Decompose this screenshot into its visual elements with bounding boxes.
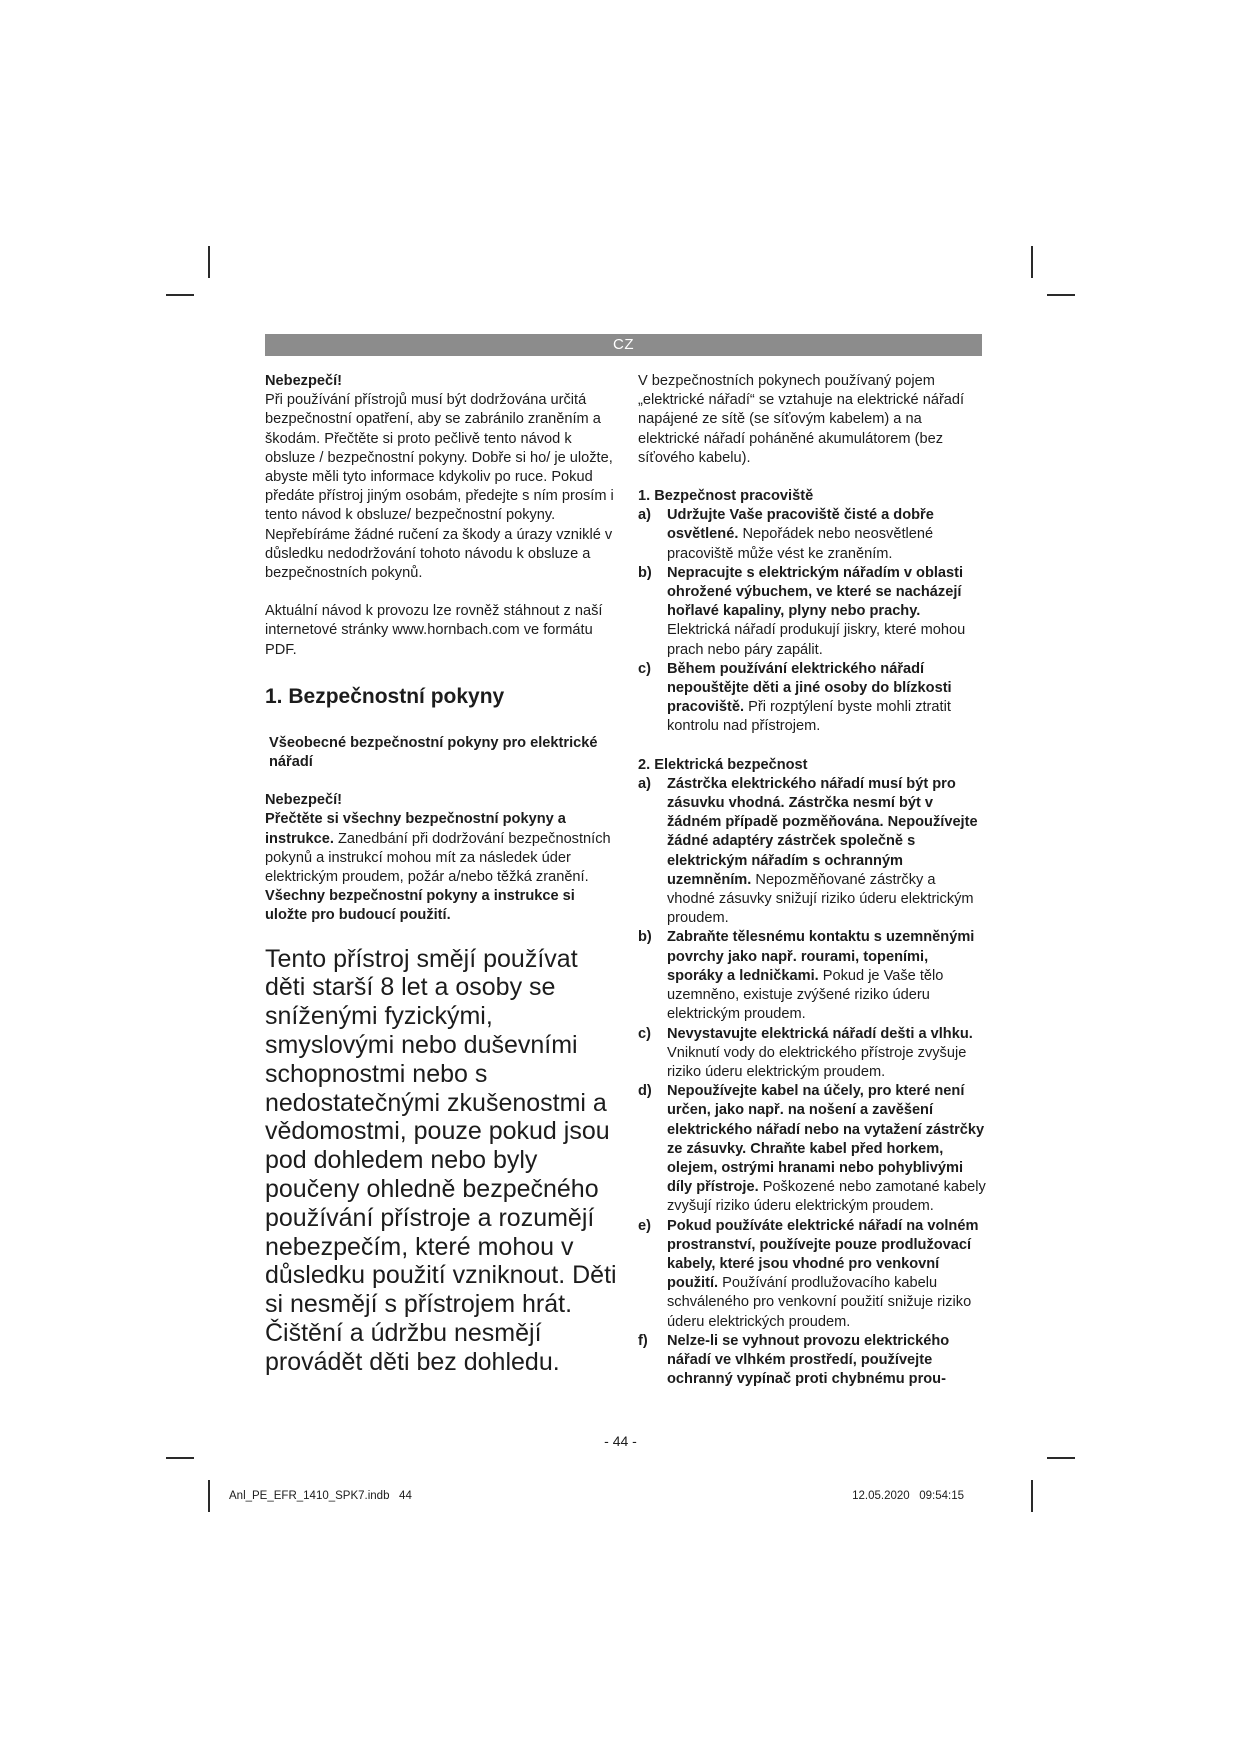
electrical-safety-title: 2. Elektrická bezpečnost: [638, 756, 808, 773]
danger-paragraph-2: [265, 810, 620, 925]
danger-title: Nebezpečí!: [265, 373, 343, 389]
danger-title-2: Nebezpečí!: [265, 792, 343, 809]
list-item: a) Zástrčka elektrického nářadí musí být pro zásuvku vhodná. Zástrčka nesmí být v žádném případě pozměňována. Nepoužívejte žádné adaptéry zástrček společně s elektrickým nářadím s ochranným uzemněním. Nepozměňované zástrčky a vhodné zásuvky snižují riziko úderu elektrickým proudem.: [638, 775, 978, 927]
list-item: b) Nepracujte s elektrickým nářadím v oblasti ohrožené výbuchem, ve které se nacházejí hořlavé kapaliny, plyny nebo prachy. Elektrická nářadí produkují jiskry, které mohou prach nebo páry zapálit.: [638, 564, 966, 658]
list-item: a) Udržujte Vaše pracoviště čisté a dobře osvětlené. Nepořádek nebo neosvětlené pracoviště může vést ke zraněním.: [638, 507, 934, 562]
crop-mark-top-right-horizontal: [1047, 294, 1075, 296]
list-item: e) Pokud používáte elektrické nářadí na volném prostranství, používejte pouze prodlužovací kabely, které jsou vhodné pro venkovní použití. Používání prodlužovacího kabelu schváleného pro venkovní použití snižuje riziko úderu elektrických proudem.: [638, 1217, 979, 1330]
danger-consequences: Zanedbání při dodržování bezpečnostních pokynů a instrukcí mohou mít za následek úder elektrickým proudem, požár a/nebo těžká zranění.: [265, 830, 611, 886]
download-note: Aktuální návod k provozu lze rovněž stáhnout z naší internetové stránky www.hornbach.com ve formátu PDF.: [265, 603, 603, 658]
left-column: [265, 372, 620, 1377]
list-item: c) Nevystavujte elektrická nářadí dešti a vlhku. Vniknutí vody do elektrického přístroje zvyšuje riziko úderu elektrickým proudem.: [638, 1025, 973, 1080]
page-number: - 44 -: [604, 1433, 637, 1449]
list-item: b) Zabraňte tělesnému kontaktu s uzemněnými povrchy jako např. rourami, topeními, sporáky a ledničkami. Pokud je Vaše tělo uzemněno, existuje zvýšené riziko úderu elektrickým proudem.: [638, 929, 975, 1023]
workplace-safety-title: 1. Bezpečnost pracoviště: [638, 488, 814, 505]
right-column: [638, 372, 986, 1389]
section-heading: 1. Bezpečnostní pokyny: [265, 684, 505, 708]
list-item: c) Během používání elektrického nářadí nepouštějte děti a jiné osoby do blízkosti pracoviště. Při rozptýlení byste mohli ztratit kontrolu nad přístrojem.: [638, 660, 952, 735]
list-item: d) Nepoužívejte kabel na účely, pro které není určen, jako např. na nošení a zavěšení elektrického nářadí nebo na vytažení zástrčky ze zásuvky. Chraňte kabel před horkem, olejem, ostrými hranami nebo pohyblivými díly přístroje. Poškozené nebo zamotané kabely zvyšují riziko úderu elektrickým proudem.: [638, 1083, 986, 1215]
language-code: CZ: [613, 336, 634, 353]
power-tool-definition: V bezpečnostních pokynech používaný pojem „elektrické nářadí“ se vztahuje na elektrické nářadí napájené ze sítě (se síťovým kabelem) a na elektrické nářadí poháněné akumulátorem (bez síťového kabelu).: [638, 373, 965, 466]
general-safety-heading: Všeobecné bezpečnostní pokyny pro elektrické nářadí: [269, 734, 598, 771]
crop-mark-top-left-horizontal: [166, 294, 194, 296]
crop-mark-bottom-right-horizontal: [1047, 1457, 1075, 1459]
electrical-safety-list: [638, 775, 986, 1390]
crop-mark-bottom-left-horizontal: [166, 1457, 194, 1459]
crop-mark-top-right-vertical: [1031, 246, 1033, 278]
danger-text: Při používání přístrojů musí být dodržována určitá bezpečnostní opatření, aby se zabránilo zraněním a škodám. Přečtěte si proto pečlivě tento návod k obsluze / bezpečnostní pokyny. Dobře si ho/ je uložte, abyste měli tyto informace kdykoliv po ruce. Pokud předáte přístroj jiným osobám, předejte s ním prosím i tento návod k obsluze/ bezpečnostní pokyny. Nepřebíráme žádné ručení za škody a úrazy vzniklé v důsledku nedodržování tohoto návodu k obsluze a bezpečnostních pokynů.: [265, 392, 614, 582]
crop-mark-bottom-left-vertical: [208, 1480, 210, 1512]
keep-instructions: Všechny bezpečnostní pokyny a instrukce si uložte pro budoucí použití.: [265, 888, 575, 924]
children-warning: Tento přístroj smějí používat děti starší 8 let a osoby se sníženými fyzickými, smyslovými nebo duševními schopnostmi nebo s nedostatečnými zkušenostmi a vědomostmi, pouze pokud jsou pod dohledem nebo byly poučeny ohledně bezpečného používání přístroje a rozumějí nebezpečím, které mohou v důsledku použití vzniknout. Děti si nesmějí s přístrojem hrát. Čištění a údržbu nesmějí provádět děti bez dohledu.: [265, 944, 617, 1376]
print-file-name: Anl_PE_EFR_1410_SPK7.indb 44: [229, 1490, 412, 1502]
crop-mark-top-left-vertical: [208, 246, 210, 278]
crop-mark-bottom-right-vertical: [1031, 1480, 1033, 1512]
language-header-bar: [265, 334, 982, 356]
workplace-safety-list: [638, 506, 986, 736]
read-all-instructions: Přečtěte si všechny bezpečnostní pokyny a instrukce.: [265, 811, 566, 847]
list-item: f) Nelze-li se vyhnout provozu elektrického nářadí ve vlhkém prostředí, používejte ochranný vypínač proti chybnému prou-: [638, 1332, 950, 1388]
print-timestamp: 12.05.2020 09:54:15: [852, 1490, 964, 1502]
